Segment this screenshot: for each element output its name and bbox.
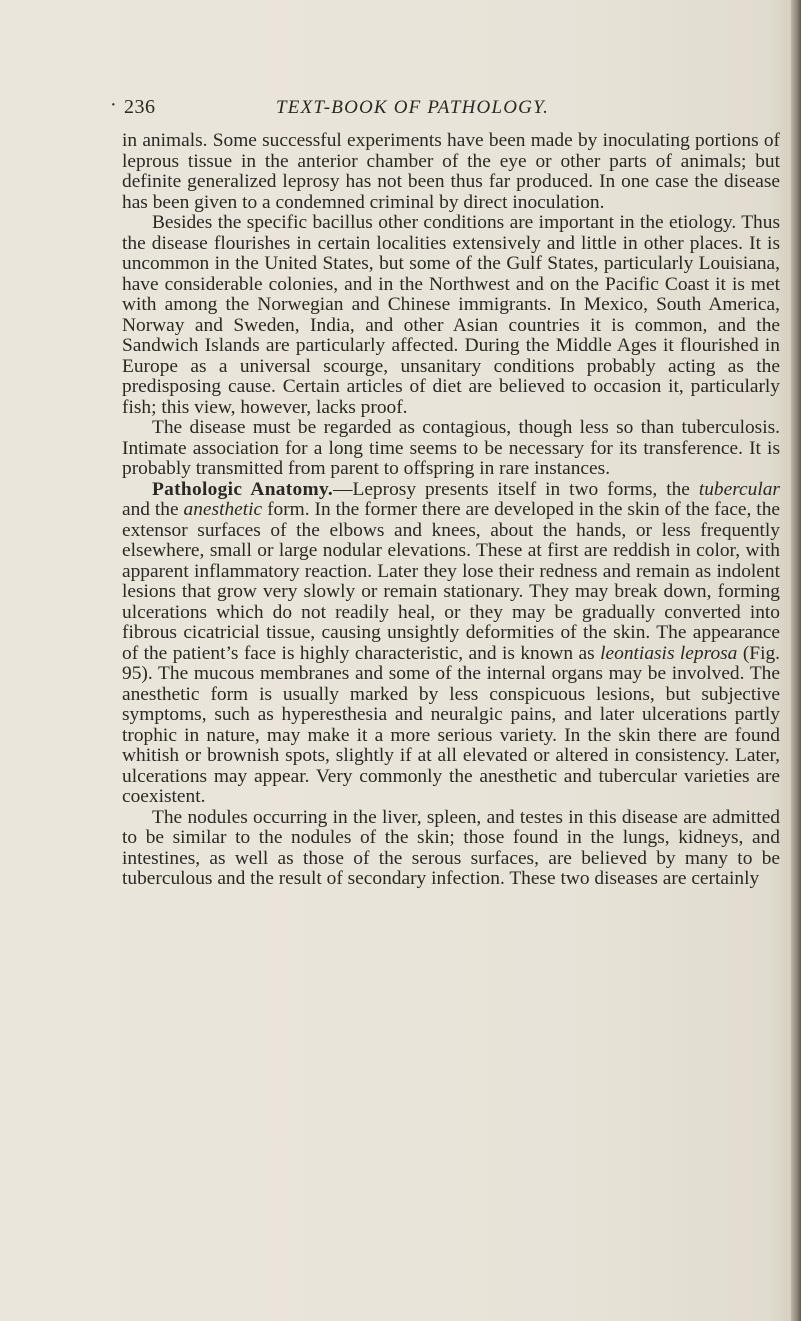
page-number: · 236 [124,96,156,119]
page-edge-shadow [791,0,801,1321]
term-tubercular: tubercular [698,478,780,500]
running-title: TEXT-BOOK OF PATHOLOGY. [276,97,550,118]
paragraph-4-text-c: form. In the former there are developed in the skin of the face, the extensor surfaces of the elbows and knees, about the hands, or less frequently elsewhere, small or large nodular elevations. These at first are reddish in color, with apparent inflammatory reaction. Later they lose their redness and remain as indolent lesions that grow very slowly or remain stationary. They may break down, forming ulcerations which do not readily heal, or they may be gradually converted into fibrous cicatricial tissue, causing unsightly deformities of the skin. The appearance of the patient’s face is highly characteristic, and is known as [122,499,780,664]
page-header [110,96,770,122]
paragraph-4-text-b: and the [122,499,184,520]
paragraph-4-text-a: —Leprosy presents itself in two forms, the [333,478,699,500]
paragraph-4 [122,480,780,808]
paragraph-5: The nodules occurring in the liver, spleen, and testes in this disease are admitted to be similar to the nodules of the skin; those found in the lungs, kidneys, and intestines, as well as those of the serous surfaces, are believed by many to be tuberculous and the result of secondary infection. These two diseases are certainly [122,806,780,889]
paragraph-1: in animals. Some successful experiments have been made by inoculating portions of leprous tissue in the anterior chamber of the eye or other parts of animals; but definite generalized leprosy has not been thus far produced. In one case the disease has been given to a condemned criminal by direct inoculation. [122,130,780,213]
paragraph-3: The disease must be regarded as contagious, though less so than tuberculosis. Intimate association for a long time seems to be necessary for its transference. It is probably transmitted from parent to offspring in rare instances. [122,417,780,479]
term-anesthetic: anesthetic [183,499,263,520]
paragraph-4-text-d: (Fig. 95). The mucous membranes and some of the internal organs may be involved. The anesthetic form is usually marked by less conspicuous lesions, but subjective symptoms, such as hyperesthesia and neuralgic pains, and later ulcerations partly trophic in nature, may make it a more serious variety. In the skin there are found whitish or brownish spots, slightly if at all elevated or altered in consistency. Later, ulcerations may appear. Very commonly the anesthetic and tubercular varieties are coexistent. [122,642,780,807]
paragraph-2: Besides the specific bacillus other conditions are important in the etiology. Thus the disease flourishes in certain localities extensively and little in other places. It is uncommon in the United States, but some of the Gulf States, particularly Louisiana, have considerable colonies, and in the Northwest and on the Pacific Coast it is met with among the Norwegian and Chinese immigrants. In Mexico, South America, Norway and Sweden, India, and other Asian countries it is common, and the Sandwich Islands are particularly affected. During the Middle Ages it flourished in Europe as a universal scourge, unsanitary conditions probably acting as the predisposing cause. Certain articles of diet are believed to occasion it, particularly fish; this view, however, lacks proof. [122,212,780,418]
term-leontiasis-leprosa: leontiasis leprosa [600,642,738,664]
section-heading-pathologic-anatomy: Pathologic Anatomy. [152,478,334,500]
body-text [122,131,780,890]
